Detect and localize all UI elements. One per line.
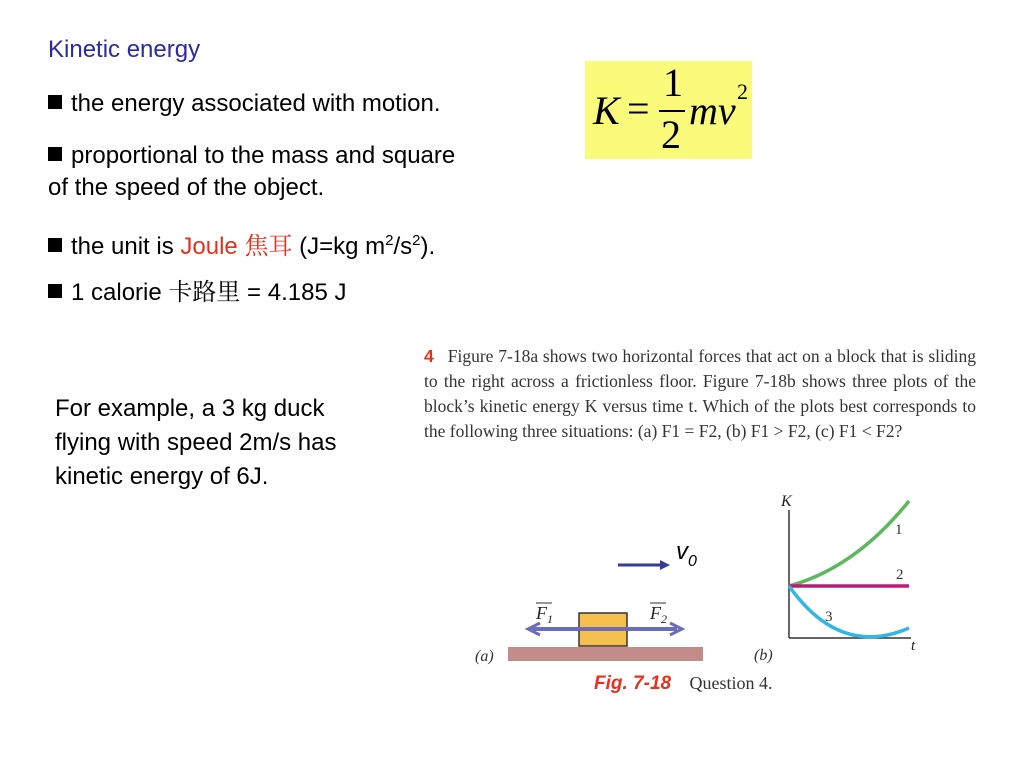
bullet-text: the unit is — [71, 233, 181, 260]
curve-1-label: 1 — [895, 522, 903, 538]
joule-highlight: Joule 焦耳 — [180, 233, 293, 260]
curve-3-label: 3 — [825, 609, 833, 625]
curve-3 — [789, 586, 909, 637]
bullet-proportional — [48, 140, 455, 204]
caption-text: Question 4. — [689, 673, 773, 693]
formula-mv: mv — [689, 88, 736, 133]
unit-sup: 2 — [412, 232, 421, 249]
f2-label: $F_2$ — [650, 603, 667, 626]
bullet-text-continued: of the speed of the object. — [48, 174, 325, 201]
formula-equals: = — [627, 86, 650, 131]
caption-figure-number: Fig. 7-18 — [594, 673, 672, 694]
example-text — [55, 392, 395, 494]
bullet-text: the energy associated with motion. — [71, 90, 441, 117]
axis-t-label: t — [911, 638, 916, 654]
formula-k: K — [593, 88, 620, 133]
formula-exponent: 2 — [737, 79, 748, 104]
formula-numerator: 1 — [663, 60, 683, 105]
bullet-calorie — [48, 277, 346, 309]
example-line: kinetic energy of 6J. — [55, 463, 269, 490]
bullet-motion — [48, 88, 441, 120]
bullet-square-icon — [48, 284, 62, 298]
question-body: Figure 7-18a shows two horizontal forces that act on a block that is sliding to the right across a frictionless floor. Figure 7-18b shows three plots of the block’s kinetic energy K versus time t. Which of the plots best corresponds to the following three situations: (a) F1 = F2, (b) F1 > F2, (c) F1 < F2? — [424, 346, 976, 441]
curve-1 — [789, 501, 909, 586]
floor — [508, 647, 703, 661]
bullet-text: 1 calorie 卡路里 = 4.185 J — [71, 279, 347, 306]
question-number: 4 — [424, 346, 434, 366]
unit-text: ). — [420, 233, 436, 260]
bullet-square-icon — [48, 238, 62, 252]
figure-a-label: (a) — [475, 648, 494, 665]
example-line: For example, a 3 kg duck — [55, 395, 325, 422]
figure-caption — [594, 673, 773, 695]
slide-title: Kinetic energy — [48, 36, 201, 63]
figure-b-label: (b) — [754, 647, 773, 664]
v0-label: $v_0$ — [676, 538, 697, 570]
unit-text: (J=kg m — [292, 233, 386, 260]
question-text — [424, 344, 976, 444]
velocity-arrowhead-icon — [660, 560, 670, 570]
figure-a-block-diagram — [470, 535, 710, 670]
formula-denominator: 2 — [661, 112, 681, 157]
axis-k-label: K — [781, 493, 792, 510]
unit-sup: 2 — [385, 232, 394, 249]
curve-2-label: 2 — [896, 567, 904, 583]
bullet-unit — [48, 225, 435, 263]
bullet-square-icon — [48, 147, 62, 161]
figure-b-kinetic-energy-plot — [745, 488, 925, 668]
unit-text: /s — [393, 233, 413, 260]
example-line: flying with speed 2m/s has — [55, 429, 337, 456]
bullet-text: proportional to the mass and square — [71, 142, 456, 169]
f1-label: $F_1$ — [536, 603, 553, 626]
kinetic-energy-formula — [585, 61, 752, 159]
bullet-square-icon — [48, 95, 62, 109]
